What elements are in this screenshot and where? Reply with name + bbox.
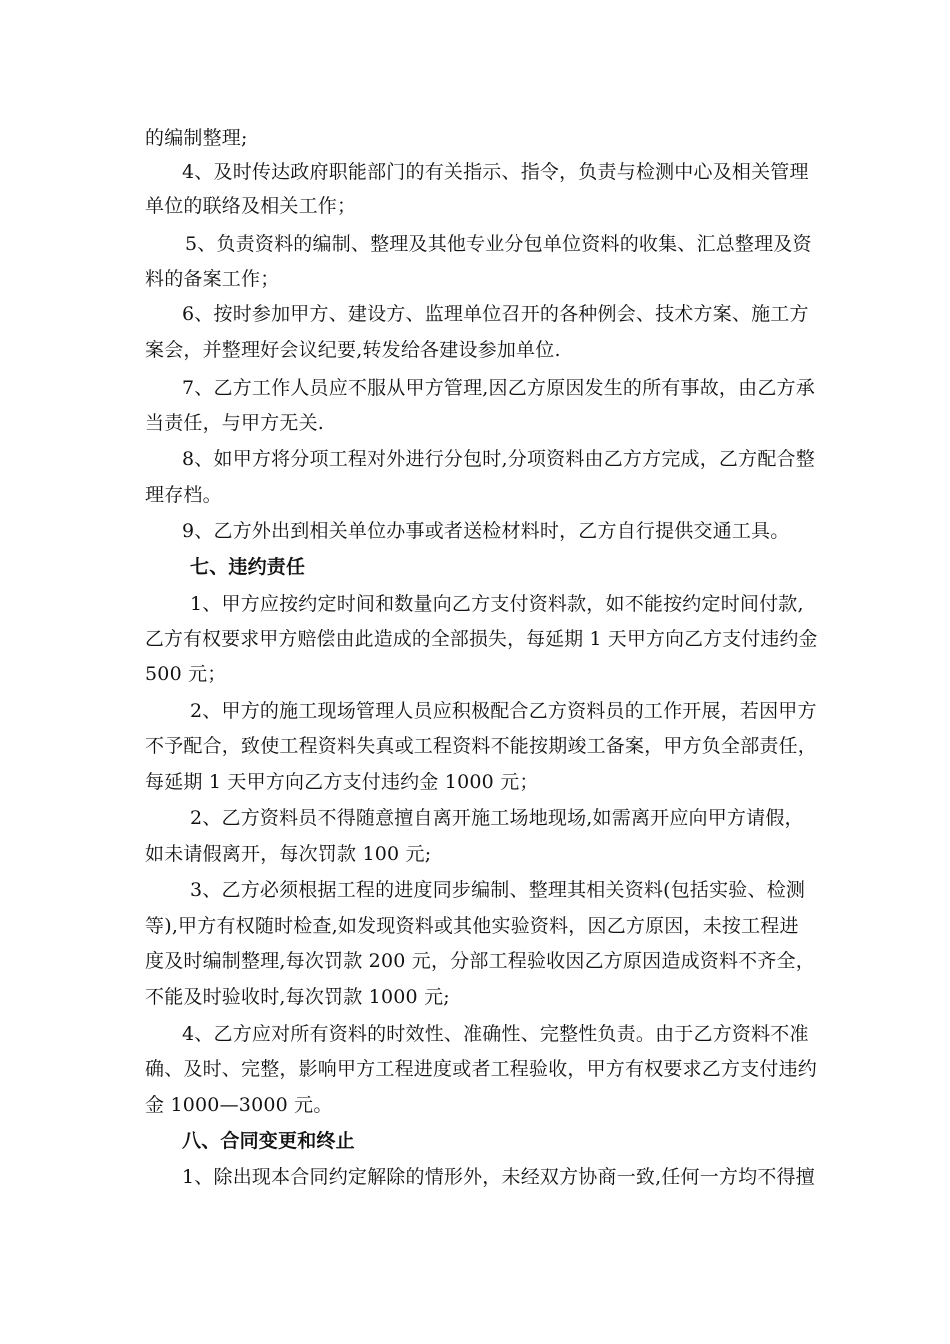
text-line: 1、除出现本合同约定解除的情形外，未经双方协商一致,任何一方均不得擅 bbox=[182, 1166, 815, 1188]
text-line: 单位的联络及相关工作； bbox=[145, 195, 357, 217]
text-line: 500 元； bbox=[145, 663, 227, 685]
text-line: 4、及时传达政府职能部门的有关指示、指令，负责与检测中心及相关管理 bbox=[182, 161, 809, 183]
text-line: 2、甲方的施工现场管理人员应积极配合乙方资料员的工作开展，若因甲方 bbox=[190, 700, 817, 722]
text-line: 不能及时验收时,每次罚款 1000 元; bbox=[145, 986, 450, 1008]
text-line: 度及时编制整理,每次罚款 200 元，分部工程验收因乙方原因造成资料不齐全， bbox=[145, 950, 815, 972]
text-line: 当责任，与甲方无关. bbox=[145, 412, 325, 434]
text-line: 2、乙方资料员不得随意擅自离开施工场地现场,如需离开应向甲方请假， bbox=[190, 807, 804, 829]
text-line: 9、乙方外出到相关单位办事或者送检材料时，乙方自行提供交通工具。 bbox=[182, 520, 790, 542]
text-line: 3、乙方必须根据工程的进度同步编制、整理其相关资料(包括实验、检测 bbox=[190, 879, 806, 901]
text-line: 6、按时参加甲方、建设方、监理单位召开的各种例会、技术方案、施工方 bbox=[182, 303, 809, 325]
text-line: 4、乙方应对所有资料的时效性、准确性、完整性负责。由于乙方资料不准 bbox=[182, 1023, 809, 1045]
text-line: 如未请假离开，每次罚款 100 元; bbox=[145, 843, 432, 865]
text-line: 案会，并整理好会议纪要,转发给各建设参加单位. bbox=[145, 339, 561, 361]
section-heading-7: 七、违约责任 bbox=[190, 556, 306, 578]
section-heading-8: 八、合同变更和终止 bbox=[182, 1130, 355, 1152]
text-line: 乙方有权要求甲方赔偿由此造成的全部损失，每延期 1 天甲方向乙方支付违约金 bbox=[145, 628, 818, 650]
text-line: 的编制整理; bbox=[145, 127, 248, 149]
text-line: 8、如甲方将分项工程对外进行分包时,分项资料由乙方方完成，乙方配合整 bbox=[182, 448, 815, 470]
text-line: 金 1000—3000 元。 bbox=[145, 1094, 333, 1116]
text-line: 7、乙方工作人员应不服从甲方管理,因乙方原因发生的所有事故，由乙方承 bbox=[182, 377, 815, 399]
text-line: 等),甲方有权随时检查,如发现资料或其他实验资料，因乙方原因，未按工程进 bbox=[145, 915, 799, 937]
text-line: 1、甲方应按约定时间和数量向乙方支付资料款，如不能按约定时间付款, bbox=[190, 593, 804, 615]
text-line: 料的备案工作； bbox=[145, 268, 280, 290]
text-line: 不予配合，致使工程资料失真或工程资料不能按期竣工备案，甲方负全部责任， bbox=[145, 735, 818, 757]
text-line: 理存档。 bbox=[145, 484, 222, 506]
text-line: 5、负责资料的编制、整理及其他专业分包单位资料的收集、汇总整理及资 bbox=[185, 233, 812, 255]
text-line: 每延期 1 天甲方向乙方支付违约金 1000 元； bbox=[145, 771, 539, 793]
text-line: 确、及时、完整，影响甲方工程进度或者工程验收，甲方有权要求乙方支付违约 bbox=[145, 1058, 818, 1080]
